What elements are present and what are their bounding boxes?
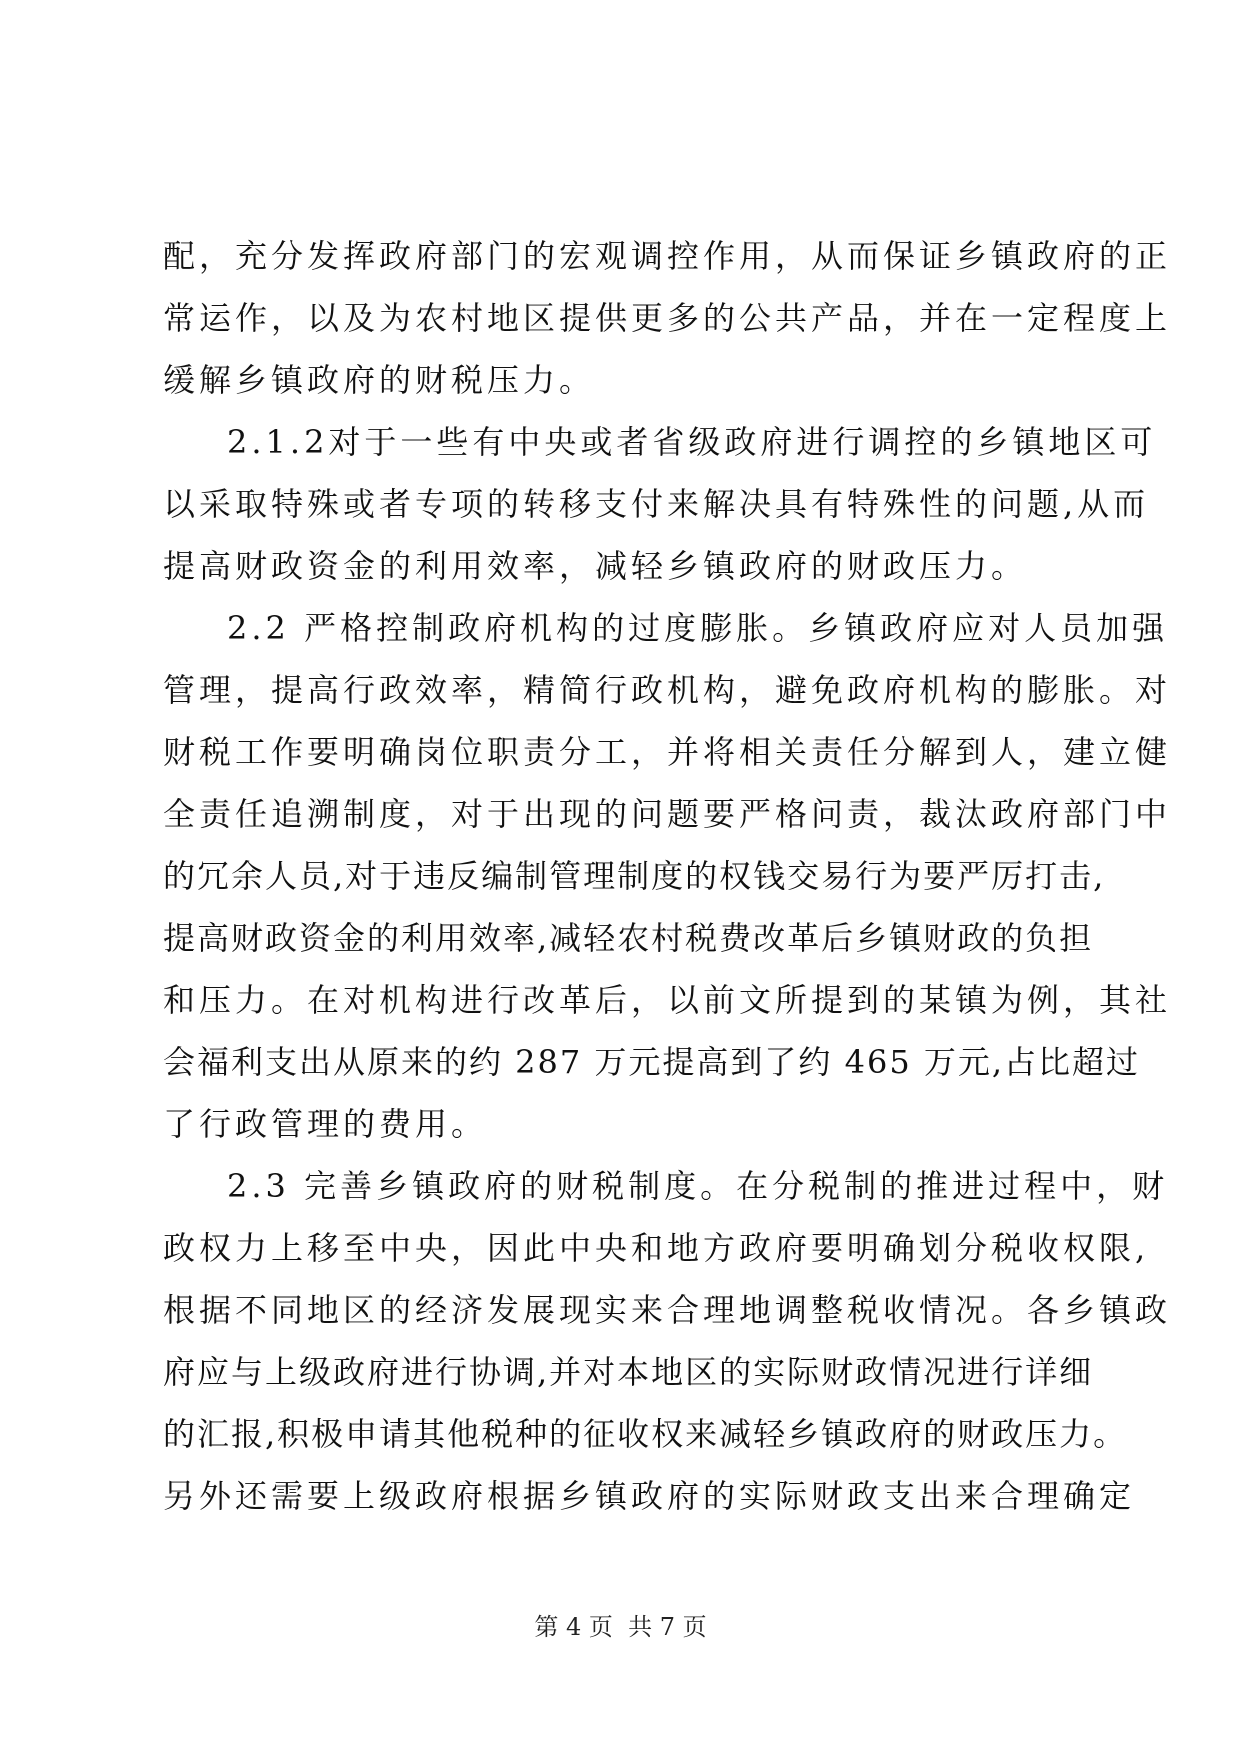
page-number: 第 4 页 共 7 页	[534, 1613, 707, 1641]
text-line: 另外还需要上级政府根据乡镇政府的实际财政支出来合理确定	[163, 1477, 1136, 1515]
text-line: 提高财政资金的利用效率,减轻农村税费改革后乡镇财政的负担	[163, 919, 1094, 957]
text-line: 政权力上移至中央，因此中央和地方政府要明确划分税收权限,	[163, 1229, 1150, 1267]
text-line: 全责任追溯制度，对于出现的问题要严格问责，裁汰政府部门中	[163, 795, 1172, 833]
document-body	[163, 225, 1172, 1527]
text-line: 会福利支出从原来的约 287 万元提高到了约 465 万元,占比超过	[163, 1043, 1141, 1081]
paragraph-heading-2-3: 2.3 完善乡镇政府的财税制度。在分税制的推进过程中，财	[227, 1167, 1169, 1205]
page-footer	[0, 1612, 1241, 1642]
paragraph-heading-2-2: 2.2 严格控制政府机构的过度膨胀。乡镇政府应对人员加强	[227, 609, 1169, 647]
text-line: 配，充分发挥政府部门的宏观调控作用，从而保证乡镇政府的正	[163, 237, 1172, 275]
text-line: 的汇报,积极申请其他税种的征收权来减轻乡镇政府的财政压力。	[163, 1415, 1128, 1453]
text-line: 财税工作要明确岗位职责分工，并将相关责任分解到人，建立健	[163, 733, 1172, 771]
text-line: 府应与上级政府进行协调,并对本地区的实际财政情况进行详细	[163, 1353, 1094, 1391]
text-line: 提高财政资金的利用效率，减轻乡镇政府的财政压力。	[163, 547, 1028, 585]
paragraph-heading-2-1-2: 2.1.2对于一些有中央或者省级政府进行调控的乡镇地区可	[227, 423, 1157, 461]
text-line: 常运作，以及为农村地区提供更多的公共产品，并在一定程度上	[163, 299, 1172, 337]
text-line: 缓解乡镇政府的财税压力。	[163, 361, 596, 399]
text-line: 的冗余人员,对于违反编制管理制度的权钱交易行为要严厉打击,	[163, 857, 1106, 895]
text-line: 管理，提高行政效率，精简行政机构，避免政府机构的膨胀。对	[163, 671, 1172, 709]
text-line: 根据不同地区的经济发展现实来合理地调整税收情况。各乡镇政	[163, 1291, 1172, 1329]
text-line: 了行政管理的费用。	[163, 1105, 488, 1143]
text-line: 和压力。在对机构进行改革后，以前文所提到的某镇为例，其社	[163, 981, 1172, 1019]
text-line: 以采取特殊或者专项的转移支付来解决具有特殊性的问题,从而	[163, 485, 1150, 523]
